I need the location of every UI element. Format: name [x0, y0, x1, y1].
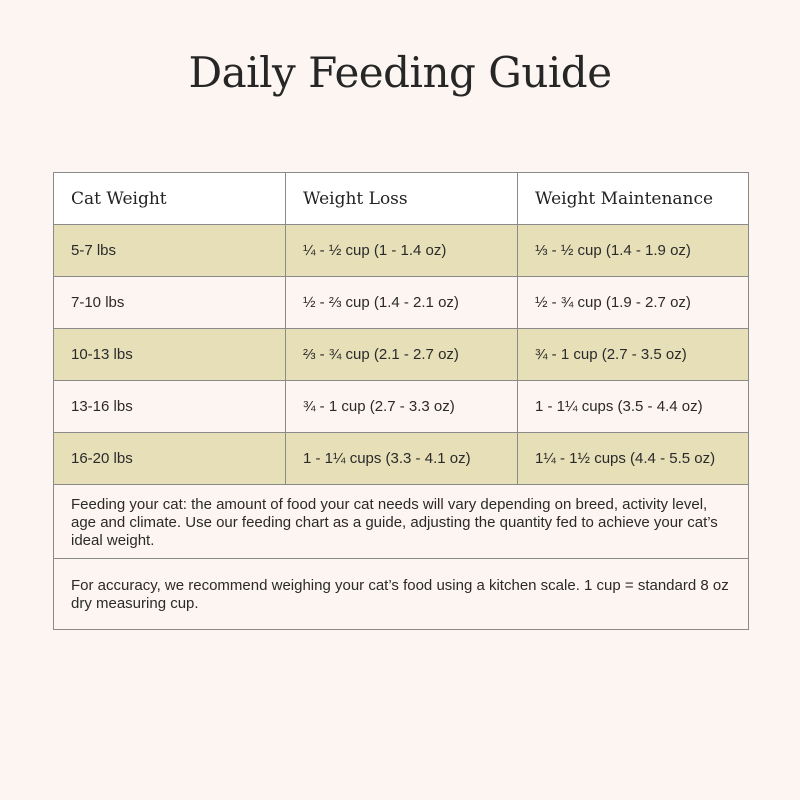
table-row: [54, 433, 749, 485]
cell-weight-maintenance: ⅓ - ½ cup (1.4 - 1.9 oz): [518, 225, 749, 277]
cell-weight-loss: ¾ - 1 cup (2.7 - 3.3 oz): [286, 381, 518, 433]
cell-cat-weight: 10-13 lbs: [54, 329, 286, 381]
accuracy-note: For accuracy, we recommend weighing your cat’s food using a kitchen scale. 1 cup = standard 8 oz dry measuring cup.: [54, 559, 749, 630]
table-row: [54, 329, 749, 381]
column-header-weight-maintenance: Weight Maintenance: [518, 173, 749, 225]
accuracy-note-row: [54, 559, 749, 630]
column-header-cat-weight: Cat Weight: [54, 173, 286, 225]
cell-cat-weight: 16-20 lbs: [54, 433, 286, 485]
column-header-weight-loss: Weight Loss: [286, 173, 518, 225]
table-header-row: [54, 173, 749, 225]
feeding-note-row: [54, 485, 749, 559]
feeding-table: [53, 172, 749, 630]
cell-cat-weight: 7-10 lbs: [54, 277, 286, 329]
feeding-note: Feeding your cat: the amount of food your cat needs will vary depending on breed, activity level, age and climate. Use our feeding chart as a guide, adjusting the quantity fed to achieve your cat’s ideal weight.: [54, 485, 749, 559]
cell-weight-maintenance: ½ - ¾ cup (1.9 - 2.7 oz): [518, 277, 749, 329]
page-title: Daily Feeding Guide: [188, 48, 612, 97]
table-row: [54, 225, 749, 277]
cell-weight-loss: ⅔ - ¾ cup (2.1 - 2.7 oz): [286, 329, 518, 381]
cell-weight-maintenance: 1 - 1¼ cups (3.5 - 4.4 oz): [518, 381, 749, 433]
cell-cat-weight: 13-16 lbs: [54, 381, 286, 433]
cell-weight-loss: 1 - 1¼ cups (3.3 - 4.1 oz): [286, 433, 518, 485]
cell-weight-maintenance: ¾ - 1 cup (2.7 - 3.5 oz): [518, 329, 749, 381]
table-row: [54, 381, 749, 433]
table-row: [54, 277, 749, 329]
cell-cat-weight: 5-7 lbs: [54, 225, 286, 277]
cell-weight-loss: ½ - ⅔ cup (1.4 - 2.1 oz): [286, 277, 518, 329]
cell-weight-maintenance: 1¼ - 1½ cups (4.4 - 5.5 oz): [518, 433, 749, 485]
cell-weight-loss: ¼ - ½ cup (1 - 1.4 oz): [286, 225, 518, 277]
